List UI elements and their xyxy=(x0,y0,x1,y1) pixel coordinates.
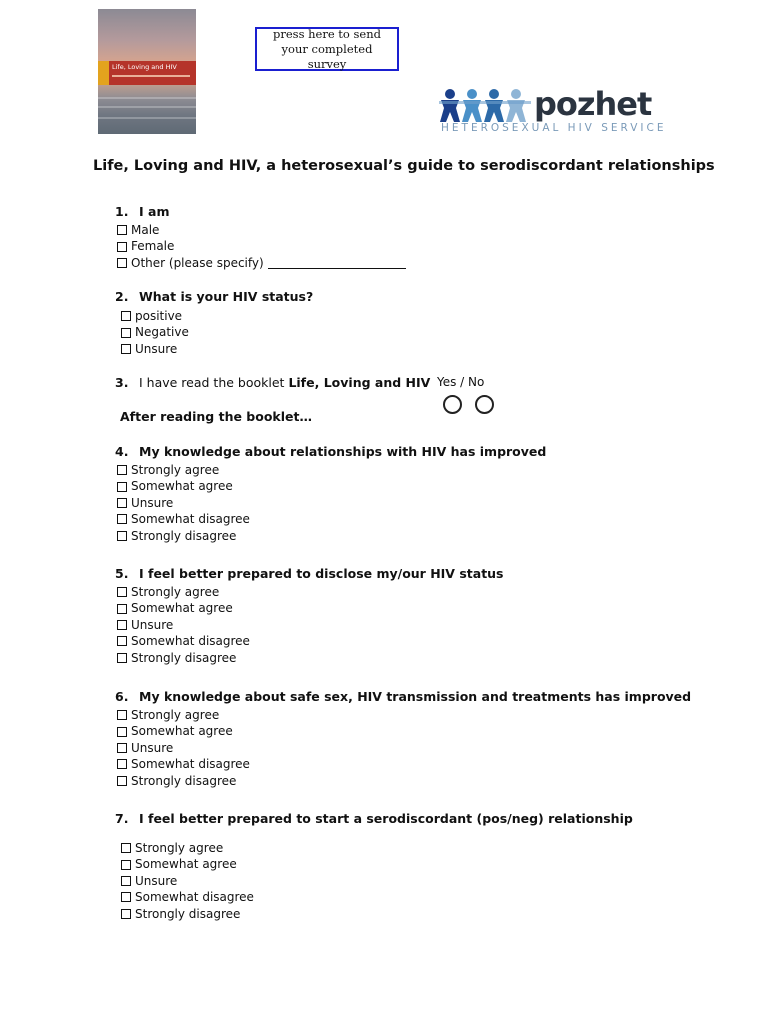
checkbox[interactable] xyxy=(117,604,127,614)
question-2-options xyxy=(121,308,189,357)
question-4-heading: 4. My knowledge about relationships with HIV has improved xyxy=(115,444,547,459)
question-6-heading: 6. My knowledge about safe sex, HIV transmission and treatments has improved xyxy=(115,689,692,704)
pozhet-logo xyxy=(439,84,667,140)
q6-option-somewhat-agree[interactable]: Somewhat agree xyxy=(117,723,250,739)
q1-option-female[interactable]: Female xyxy=(117,238,406,254)
checkbox[interactable] xyxy=(121,892,131,902)
checkbox[interactable] xyxy=(117,776,127,786)
question-3-heading: 3. I have read the booklet Life, Loving and HIV xyxy=(115,375,431,390)
q4-option-strongly-disagree[interactable]: Strongly disagree xyxy=(117,528,250,544)
q1-option-male[interactable]: Male xyxy=(117,222,406,238)
logo-subtitle: HETEROSEXUAL HIV SERVICE xyxy=(441,122,667,134)
q2-option-unsure[interactable]: Unsure xyxy=(121,341,189,357)
q5-option-unsure[interactable]: Unsure xyxy=(117,617,250,633)
checkbox[interactable] xyxy=(117,498,127,508)
checkbox[interactable] xyxy=(121,328,131,338)
other-specify-field[interactable] xyxy=(268,257,406,269)
send-survey-button-label: press here to send your completed survey xyxy=(273,26,381,71)
q6-option-unsure[interactable]: Unsure xyxy=(117,740,250,756)
question-7-options xyxy=(121,840,254,922)
q6-option-somewhat-disagree[interactable]: Somewhat disagree xyxy=(117,756,250,772)
q4-option-unsure[interactable]: Unsure xyxy=(117,495,250,511)
after-reading-heading: After reading the booklet… xyxy=(120,409,312,424)
people-chain-icon xyxy=(439,88,534,126)
q6-option-strongly-disagree[interactable]: Strongly disagree xyxy=(117,773,250,789)
question-5-heading: 5. I feel better prepared to disclose my/our HIV status xyxy=(115,566,504,581)
yes-no-label: Yes / No xyxy=(437,375,485,389)
q7-option-strongly-disagree[interactable]: Strongly disagree xyxy=(121,906,254,922)
checkbox[interactable] xyxy=(121,876,131,886)
q7-option-somewhat-disagree[interactable]: Somewhat disagree xyxy=(121,889,254,905)
checkbox[interactable] xyxy=(121,909,131,919)
q2-option-negative[interactable]: Negative xyxy=(121,324,189,340)
checkbox[interactable] xyxy=(121,843,131,853)
question-1-options xyxy=(117,222,406,271)
logo-wordmark: pozhet xyxy=(534,85,652,123)
checkbox[interactable] xyxy=(121,311,131,321)
checkbox[interactable] xyxy=(117,636,127,646)
q5-option-somewhat-agree[interactable]: Somewhat agree xyxy=(117,600,250,616)
q5-option-strongly-agree[interactable]: Strongly agree xyxy=(117,584,250,600)
checkbox[interactable] xyxy=(117,482,127,492)
checkbox[interactable] xyxy=(117,620,127,630)
checkbox[interactable] xyxy=(117,743,127,753)
q7-option-unsure[interactable]: Unsure xyxy=(121,873,254,889)
question-1-heading: 1. I am xyxy=(115,204,170,219)
send-survey-button[interactable] xyxy=(255,27,399,71)
q3-no-radio[interactable] xyxy=(475,395,494,414)
checkbox[interactable] xyxy=(121,860,131,870)
checkbox[interactable] xyxy=(121,344,131,354)
checkbox[interactable] xyxy=(117,242,127,252)
q5-option-somewhat-disagree[interactable]: Somewhat disagree xyxy=(117,633,250,649)
checkbox[interactable] xyxy=(117,727,127,737)
booklet-cover-image xyxy=(98,9,196,134)
checkbox[interactable] xyxy=(117,465,127,475)
question-2-heading: 2. What is your HIV status? xyxy=(115,289,314,304)
booklet-cover-title: Life, Loving and HIV xyxy=(112,63,177,71)
q4-option-strongly-agree[interactable]: Strongly agree xyxy=(117,462,250,478)
q6-option-strongly-agree[interactable]: Strongly agree xyxy=(117,707,250,723)
checkbox[interactable] xyxy=(117,225,127,235)
question-7-heading: 7. I feel better prepared to start a serodiscordant (pos/neg) relationship xyxy=(115,811,633,826)
checkbox[interactable] xyxy=(117,710,127,720)
q4-option-somewhat-agree[interactable]: Somewhat agree xyxy=(117,478,250,494)
q2-option-positive[interactable]: positive xyxy=(121,308,189,324)
q3-yes-radio[interactable] xyxy=(443,395,462,414)
checkbox[interactable] xyxy=(117,514,127,524)
checkbox[interactable] xyxy=(117,759,127,769)
checkbox[interactable] xyxy=(117,653,127,663)
q4-option-somewhat-disagree[interactable]: Somewhat disagree xyxy=(117,511,250,527)
checkbox[interactable] xyxy=(117,258,127,268)
question-6-options xyxy=(117,707,250,789)
checkbox[interactable] xyxy=(117,587,127,597)
page-title: Life, Loving and HIV, a heterosexual’s guide to serodiscordant relationships xyxy=(93,158,715,174)
question-4-options xyxy=(117,462,250,544)
checkbox[interactable] xyxy=(117,531,127,541)
q7-option-strongly-agree[interactable]: Strongly agree xyxy=(121,840,254,856)
q7-option-somewhat-agree[interactable]: Somewhat agree xyxy=(121,856,254,872)
question-5-options xyxy=(117,584,250,666)
q1-option-other[interactable]: Other (please specify) xyxy=(117,255,406,271)
q5-option-strongly-disagree[interactable]: Strongly disagree xyxy=(117,650,250,666)
